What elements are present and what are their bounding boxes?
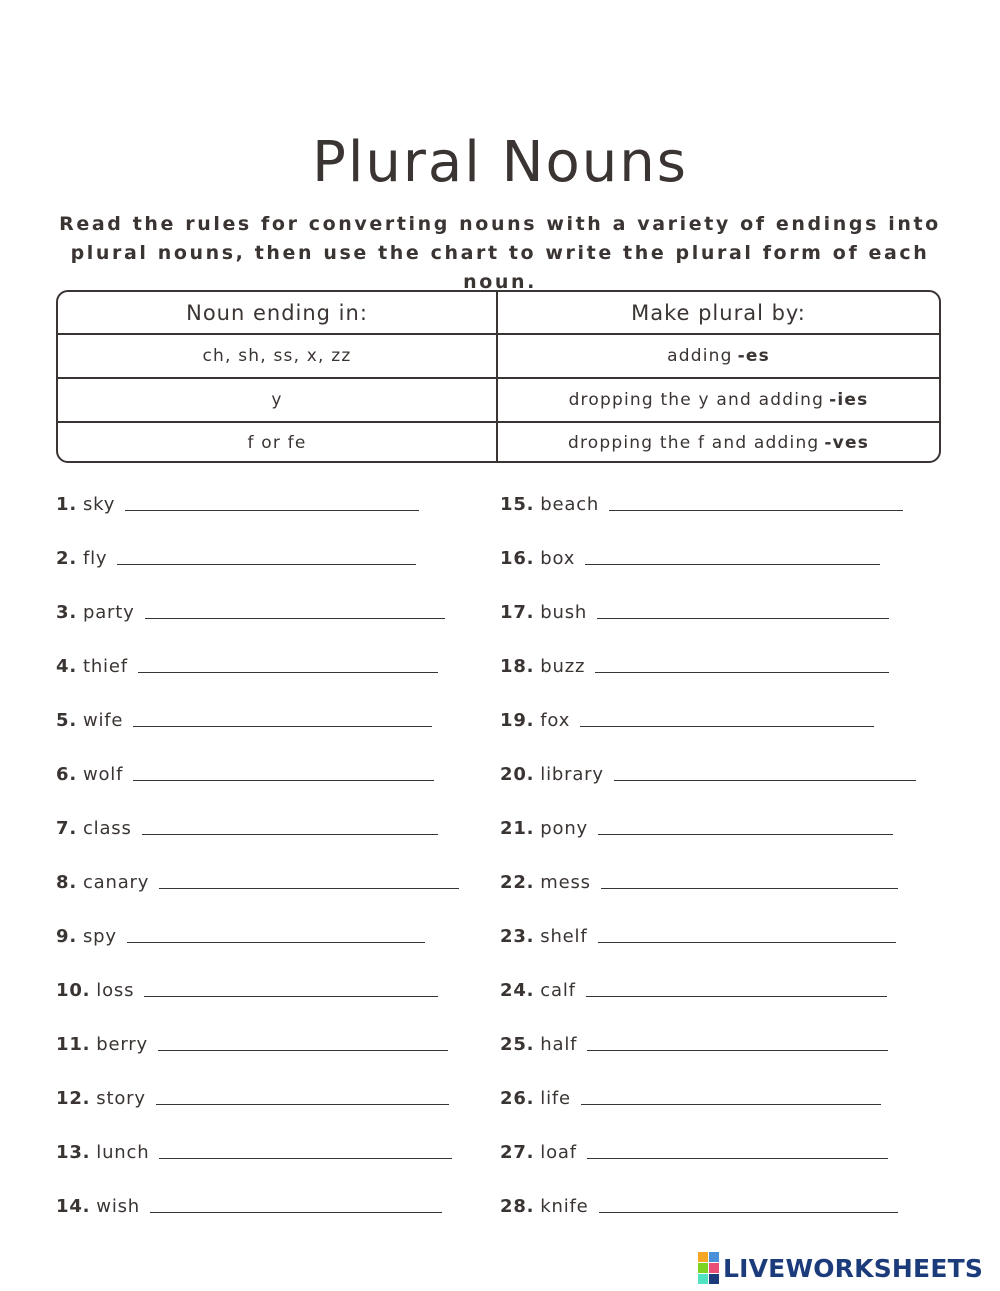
exercise-item-4 (56, 647, 438, 677)
logo-block (709, 1252, 719, 1262)
exercise-item-16 (500, 539, 880, 569)
answer-blank[interactable] (158, 1031, 448, 1051)
exercise-item-2 (56, 539, 416, 569)
item-word: berry (96, 1034, 148, 1055)
answer-blank[interactable] (127, 923, 425, 943)
rule-suffix: -ves (824, 433, 870, 453)
exercise-item-23 (500, 917, 896, 947)
item-number: 7. (56, 818, 77, 839)
exercise-item-18 (500, 647, 889, 677)
answer-blank[interactable] (150, 1193, 442, 1213)
item-word: half (540, 1034, 578, 1055)
exercise-item-1 (56, 485, 419, 515)
rule-text: dropping the y and adding (568, 390, 825, 410)
answer-blank[interactable] (159, 1139, 452, 1159)
rules-table-row (58, 423, 939, 463)
answer-blank[interactable] (598, 815, 893, 835)
item-number: 18. (500, 656, 535, 677)
item-number: 8. (56, 872, 77, 893)
answer-blank[interactable] (156, 1085, 449, 1105)
logo-mark-icon (698, 1252, 719, 1284)
item-number: 27. (500, 1142, 535, 1163)
item-word: knife (540, 1196, 589, 1217)
instructions-line-1: Read the rules for converting nouns with a variety of endings into (59, 213, 941, 235)
item-word: beach (540, 494, 600, 515)
item-number: 21. (500, 818, 535, 839)
item-number: 25. (500, 1034, 535, 1055)
rules-table-row (58, 379, 939, 423)
answer-blank[interactable] (580, 707, 874, 727)
rule-text: dropping the f and adding (567, 433, 820, 453)
rule-ending: ch, sh, ss, x, zz (58, 335, 498, 377)
item-number: 26. (500, 1088, 535, 1109)
item-number: 10. (56, 980, 91, 1001)
answer-blank[interactable] (145, 599, 445, 619)
exercise-item-10 (56, 971, 438, 1001)
item-word: loaf (540, 1142, 577, 1163)
exercise-item-8 (56, 863, 459, 893)
header-make-plural: Make plural by: (631, 300, 806, 325)
logo-block (709, 1263, 719, 1273)
page-title: Plural Nouns (312, 130, 688, 195)
exercise-item-26 (500, 1079, 881, 1109)
item-word: life (540, 1088, 571, 1109)
item-word: mess (540, 872, 591, 893)
exercise-item-27 (500, 1133, 888, 1163)
item-word: shelf (540, 926, 588, 947)
exercise-item-28 (500, 1187, 898, 1217)
item-number: 13. (56, 1142, 91, 1163)
answer-blank[interactable] (138, 653, 438, 673)
exercise-item-15 (500, 485, 903, 515)
item-number: 20. (500, 764, 535, 785)
exercise-item-25 (500, 1025, 888, 1055)
answer-blank[interactable] (598, 923, 897, 943)
exercise-item-21 (500, 809, 893, 839)
answer-blank[interactable] (587, 1139, 888, 1159)
item-word: calf (540, 980, 576, 1001)
item-word: loss (96, 980, 135, 1001)
exercise-item-17 (500, 593, 889, 623)
item-word: box (540, 548, 576, 569)
item-number: 3. (56, 602, 77, 623)
answer-blank[interactable] (585, 545, 880, 565)
item-number: 1. (56, 494, 77, 515)
rules-table (56, 290, 941, 463)
answer-blank[interactable] (586, 977, 887, 997)
item-number: 22. (500, 872, 535, 893)
answer-blank[interactable] (142, 815, 438, 835)
exercise-item-5 (56, 701, 432, 731)
item-number: 23. (500, 926, 535, 947)
item-word: fox (540, 710, 571, 731)
item-word: class (82, 818, 132, 839)
item-number: 9. (56, 926, 77, 947)
rule-suffix: -ies (829, 390, 869, 410)
item-word: wolf (82, 764, 124, 785)
answer-blank[interactable] (595, 653, 889, 673)
answer-blank[interactable] (614, 761, 916, 781)
header-noun-ending: Noun ending in: (58, 292, 498, 333)
rules-table-row (58, 335, 939, 379)
item-word: buzz (540, 656, 586, 677)
item-word: wife (82, 710, 124, 731)
answer-blank[interactable] (597, 599, 889, 619)
rule-suffix: -es (737, 346, 770, 366)
item-number: 28. (500, 1196, 535, 1217)
logo-block (709, 1274, 719, 1284)
answer-blank[interactable] (587, 1031, 888, 1051)
item-number: 12. (56, 1088, 91, 1109)
item-word: pony (540, 818, 588, 839)
item-word: spy (82, 926, 117, 947)
logo-block (698, 1252, 708, 1262)
item-word: sky (82, 494, 116, 515)
item-word: fly (82, 548, 108, 569)
item-number: 14. (56, 1196, 91, 1217)
item-word: bush (540, 602, 588, 623)
exercise-item-3 (56, 593, 445, 623)
exercise-item-12 (56, 1079, 449, 1109)
answer-blank[interactable] (144, 977, 438, 997)
exercise-item-22 (500, 863, 898, 893)
rule-method (498, 379, 939, 421)
item-number: 19. (500, 710, 535, 731)
exercise-item-11 (56, 1025, 448, 1055)
item-number: 11. (56, 1034, 91, 1055)
item-number: 24. (500, 980, 535, 1001)
logo-block (698, 1263, 708, 1273)
item-word: library (540, 764, 604, 785)
liveworksheets-logo[interactable] (698, 1253, 983, 1283)
exercise-item-7 (56, 809, 438, 839)
item-number: 15. (500, 494, 535, 515)
item-word: story (96, 1088, 146, 1109)
answer-blank[interactable] (159, 869, 459, 889)
rule-ending: y (58, 379, 498, 421)
item-word: party (82, 602, 135, 623)
answer-blank[interactable] (601, 869, 898, 889)
answer-blank[interactable] (599, 1193, 898, 1213)
item-number: 4. (56, 656, 77, 677)
rules-table-header (58, 292, 939, 335)
answer-blank[interactable] (133, 707, 432, 727)
answer-blank[interactable] (581, 1085, 881, 1105)
exercise-item-19 (500, 701, 874, 731)
exercise-item-6 (56, 755, 434, 785)
item-number: 17. (500, 602, 535, 623)
rule-ending: f or fe (58, 423, 498, 463)
exercise-item-20 (500, 755, 916, 785)
item-word: thief (82, 656, 128, 677)
logo-block (698, 1274, 708, 1284)
answer-blank[interactable] (609, 491, 903, 511)
rule-text: adding (667, 346, 733, 366)
item-word: lunch (96, 1142, 150, 1163)
logo-text: LIVEWORKSHEETS (723, 1253, 984, 1283)
exercise-item-9 (56, 917, 425, 947)
exercise-item-13 (56, 1133, 452, 1163)
answer-blank[interactable] (125, 491, 419, 511)
item-word: canary (82, 872, 150, 893)
item-number: 16. (500, 548, 535, 569)
rule-method (498, 335, 939, 377)
answer-blank[interactable] (133, 761, 434, 781)
exercise-item-24 (500, 971, 887, 1001)
answer-blank[interactable] (117, 545, 416, 565)
instructions-line-2: plural nouns, then use the chart to write the plural form of each noun. (70, 242, 930, 293)
item-number: 2. (56, 548, 77, 569)
item-number: 6. (56, 764, 77, 785)
instructions (40, 210, 960, 297)
item-word: wish (96, 1196, 141, 1217)
exercise-item-14 (56, 1187, 442, 1217)
item-number: 5. (56, 710, 77, 731)
rule-method (498, 423, 939, 463)
